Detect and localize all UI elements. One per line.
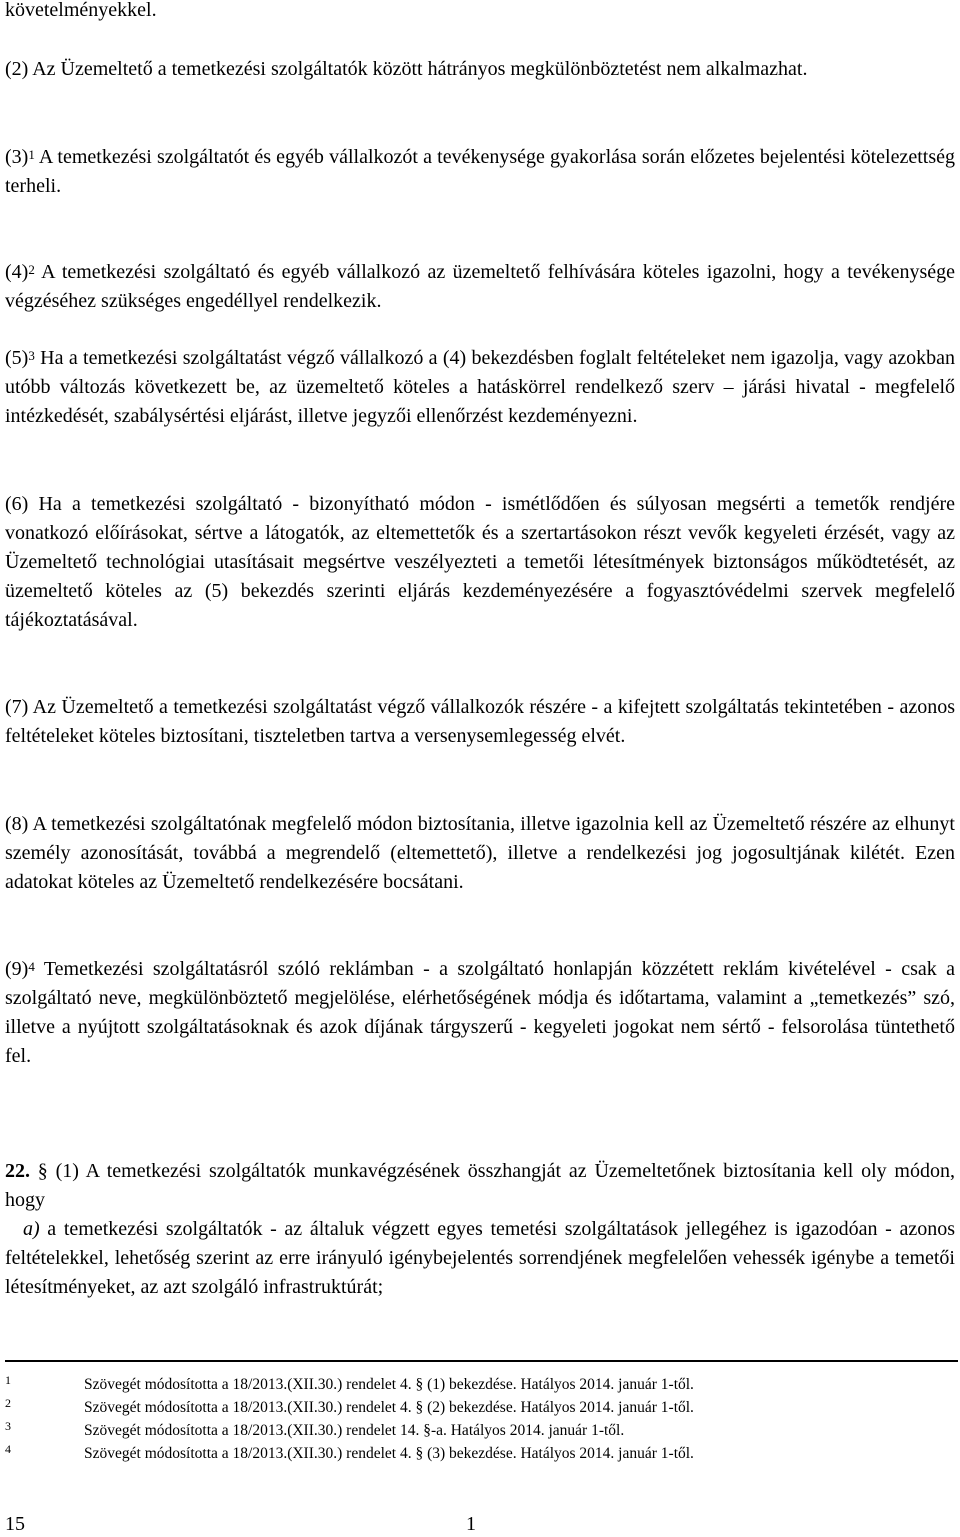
paragraph-intro-tail xyxy=(5,0,955,25)
footnote-number: 2 xyxy=(5,1396,11,1410)
page-number-center: 1 xyxy=(466,1513,476,1535)
section-22-point-a xyxy=(5,1215,955,1302)
paragraph-2 xyxy=(5,55,955,84)
paragraph-number: (5) xyxy=(5,347,29,369)
paragraph-4 xyxy=(5,258,955,316)
footnote-text: Szövegét módosította a 18/2013.(XII.30.) rendelet 14. §-a. Hatályos 2014. január 1-től. xyxy=(84,1422,625,1439)
paragraph-6 xyxy=(5,490,955,635)
paragraph-text: Ha a temetkezési szolgáltatást végző vállalkozó a (4) bekezdésben foglalt feltételeket nem igazolja, vagy azokban utóbb változás következett be, az üzemeltető köteles a hatáskörrel rendelkező szerv – járási hivatal - megfelelő intézkedését, szabálysértési eljárást, illetve jegyzői ellenőrzést kezdeményezni. xyxy=(5,347,955,427)
paragraph-number: (9) xyxy=(5,958,29,980)
footnote-ref-1[interactable]: 1 xyxy=(28,147,35,162)
section-number: 22. xyxy=(5,1160,30,1182)
footnote-ref-3[interactable]: 3 xyxy=(28,348,35,363)
point-label: a) xyxy=(23,1218,40,1240)
paragraph-3 xyxy=(5,143,955,201)
footnote-ref-4[interactable]: 4 xyxy=(28,959,35,974)
footnote-ref-2[interactable]: 2 xyxy=(28,262,35,277)
paragraph-8 xyxy=(5,810,955,897)
paragraph-5 xyxy=(5,344,955,431)
footnote-text: Szövegét módosította a 18/2013.(XII.30.) rendelet 4. § (3) bekezdése. Hatályos 2014. január 1-től. xyxy=(84,1445,694,1462)
footnote-number: 1 xyxy=(5,1373,11,1387)
paragraph-number: (4) xyxy=(5,261,29,283)
paragraph-text: § (1) A temetkezési szolgáltatók munkavégzésének összhangját az Üzemeltetőnek biztosítania kell oly módon, hogy xyxy=(5,1160,955,1211)
footnote-number: 3 xyxy=(5,1419,11,1433)
paragraph-9 xyxy=(5,955,955,1071)
footnote-separator xyxy=(5,1360,958,1362)
paragraph-text: A temetkezési szolgáltató és egyéb vállalkozó az üzemeltető felhívására köteles igazolni, hogy a tevékenysége végzéséhez szükséges engedéllyel rendelkezik. xyxy=(5,261,955,312)
paragraph-text: A temetkezési szolgáltatót és egyéb vállalkozót a tevékenysége gyakorlása során előzetes bejelentési kötelezettség terheli. xyxy=(5,146,955,197)
footnote-number: 4 xyxy=(5,1442,11,1456)
paragraph-7 xyxy=(5,693,955,751)
footnote-text: Szövegét módosította a 18/2013.(XII.30.) rendelet 4. § (2) bekezdése. Hatályos 2014. január 1-től. xyxy=(84,1399,694,1416)
page-number-left: 15 xyxy=(5,1513,25,1535)
paragraph-text: (6) Ha a temetkezési szolgáltató - bizonyítható módon - ismétlődően és súlyosan megsérti a temetők rendjére vonatkozó előírásokat, sértve a látogatók, az eltemettetők és a szertartásokon részt vevők kegyeleti érzését, vagy az Üzemeltető technológiai utasításait megsértve veszélyezteti a temetői létesítmények biztonságos működtetését, az üzemeltető köteles az (5) bekezdés szerinti eljárás kezdeményezésére a fogyasztóvédelmi szervek megfelelő tájékoztatásával. xyxy=(5,493,955,631)
section-22 xyxy=(5,1157,955,1215)
paragraph-text: Temetkezési szolgáltatásról szóló reklámban - a szolgáltató honlapján közzétett reklám kivételével - csak a szolgáltató neve, megkülönböztető megjelölése, elérhetőségének módja és időtartama, valamint a „temetkezés” szó, illetve a nyújtott szolgáltatásoknak és azok díjának tárgyszerű - kegyeleti jogokat nem sértő - felsorolása tüntethető fel. xyxy=(5,958,955,1067)
paragraph-text: (8) A temetkezési szolgáltatónak megfelelő módon biztosítania, illetve igazolnia kell az Üzemeltető részére az elhunyt személy azonosítását, továbbá a megrendelő (eltemettető), illetve a rendelkezési jog jogosultjának kilétét. Ezen adatokat köteles az Üzemeltető rendelkezésére bocsátani. xyxy=(5,813,955,893)
paragraph-text: (7) Az Üzemeltető a temetkezési szolgáltatást végző vállalkozók részére - a kifejtett szolgáltatás tekintetében - azonos feltételeket köteles biztosítani, tiszteletben tartva a versenysemlegesség elvét. xyxy=(5,696,955,747)
footnote-text: Szövegét módosította a 18/2013.(XII.30.) rendelet 4. § (1) bekezdése. Hatályos 2014. január 1-től. xyxy=(84,1376,694,1393)
paragraph-text: a temetkezési szolgáltatók - az általuk végzett egyes temetési szolgáltatások jellegéhez is igazodóan - azonos feltételekkel, lehetőség szerint az erre irányuló igénybejelentés sorrendjének megfelelően vehessék igénybe a temetői létesítményeket, az azt szolgáló infrastruktúrát; xyxy=(5,1218,955,1298)
paragraph-number: (3) xyxy=(5,146,29,168)
paragraph-text: (2) Az Üzemeltető a temetkezési szolgáltatók között hátrányos megkülönböztetést nem alkalmazhat. xyxy=(5,58,808,80)
paragraph-text: követelményekkel. xyxy=(5,0,157,21)
